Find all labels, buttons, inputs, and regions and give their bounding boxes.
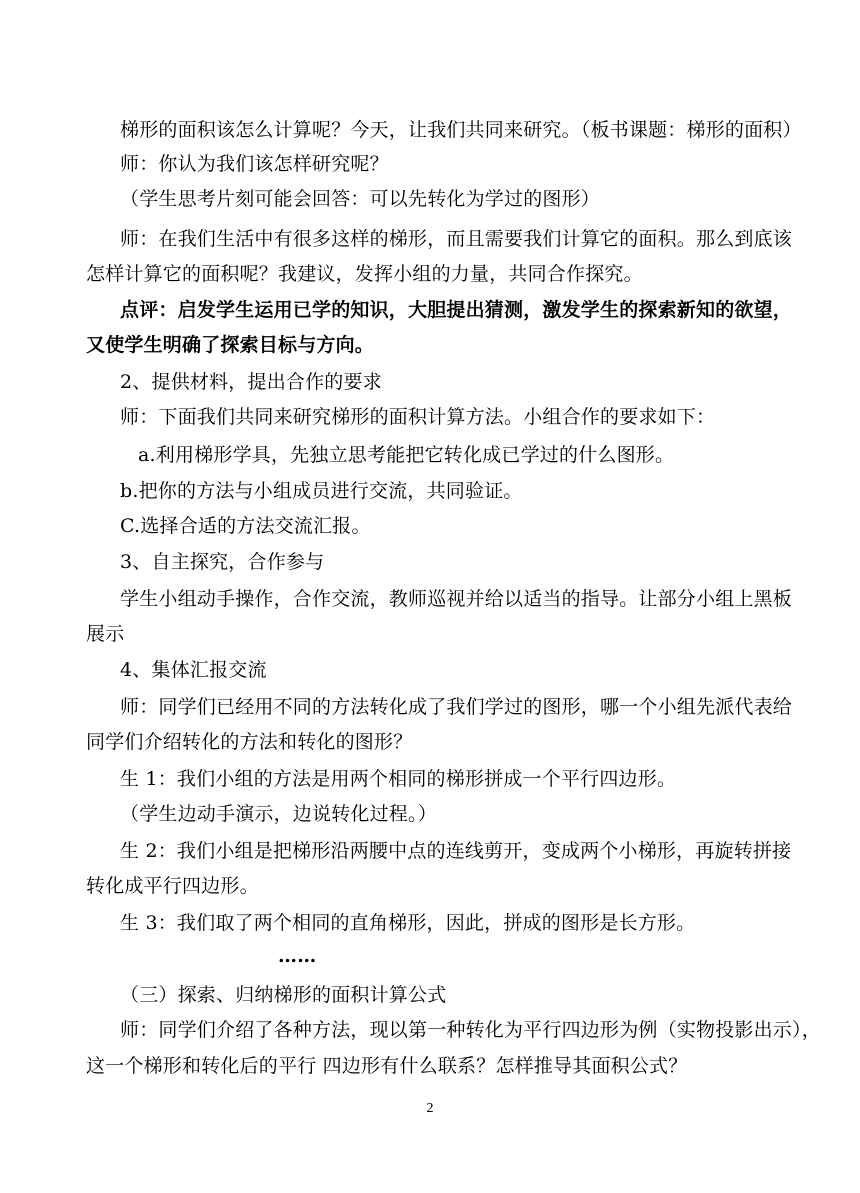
text-line: 师：同学们已经用不同的方法转化成了我们学过的图形，哪一个小组先派代表给 — [120, 696, 793, 718]
section-heading: （三）探索、归纳梯形的面积计算公式 — [120, 984, 447, 1006]
text-line: 梯形的面积该怎么计算呢？今天，让我们共同来研究。（板书课题：梯形的面积） — [120, 119, 802, 141]
commentary-line: 又使学生明确了探索目标与方向。 — [86, 334, 375, 356]
commentary-line: 点评：启发学生运用已学的知识，大胆提出猜测，激发学生的探索新知的欲望， — [120, 299, 793, 321]
text-line: 同学们介绍转化的方法和转化的图形？ — [86, 731, 413, 753]
text-line: （学生思考片刻可能会回答：可以先转化为学过的图形） — [120, 188, 601, 210]
text-line: 学生小组动手操作，合作交流，教师巡视并给以适当的指导。让部分小组上黑板 — [120, 588, 793, 610]
text-line: 师：在我们生活中有很多这样的梯形，而且需要我们计算它的面积。那么到底该 — [120, 228, 793, 250]
text-line: 师：下面我们共同来研究梯形的面积计算方法。小组合作的要求如下： — [120, 406, 716, 428]
text-line: 这一个梯形和转化后的平行 四边形有什么联系？怎样推导其面积公式？ — [86, 1055, 688, 1077]
page-number: 2 — [426, 1101, 434, 1116]
section-heading: 4、集体汇报交流 — [120, 659, 267, 681]
list-item: b.把你的方法与小组成员进行交流，共同验证。 — [120, 480, 523, 502]
text-line: 怎样计算它的面积呢？我建议，发挥小组的力量，共同合作探究。 — [86, 263, 643, 285]
text-line: 师：同学们介绍了各种方法，现以第一种转化为平行四边形为例（实物投影出示）， — [120, 1019, 821, 1041]
text-line: 生 3：我们取了两个相同的直角梯形，因此，拼成的图形是长方形。 — [120, 912, 696, 934]
section-heading: 2、提供材料，提出合作的要求 — [120, 371, 382, 393]
text-line: （学生边动手演示，边说转化过程。） — [120, 803, 437, 825]
text-line: 生 1：我们小组的方法是用两个相同的梯形拼成一个平行四边形。 — [120, 768, 677, 790]
ellipsis: …… — [278, 945, 317, 967]
text-line: 生 2：我们小组是把梯形沿两腰中点的连线剪开，变成两个小梯形，再旋转拼接 — [120, 840, 792, 862]
list-item: a.利用梯形学具，先独立思考能把它转化成已学过的什么图形。 — [138, 444, 675, 466]
section-heading: 3、自主探究，合作参与 — [120, 551, 325, 573]
text-line: 师：你认为我们该怎样研究呢？ — [120, 153, 389, 175]
text-line: 转化成平行四边形。 — [86, 875, 259, 897]
list-item: C.选择合适的方法交流汇报。 — [120, 515, 371, 537]
text-line: 展示 — [86, 623, 125, 645]
